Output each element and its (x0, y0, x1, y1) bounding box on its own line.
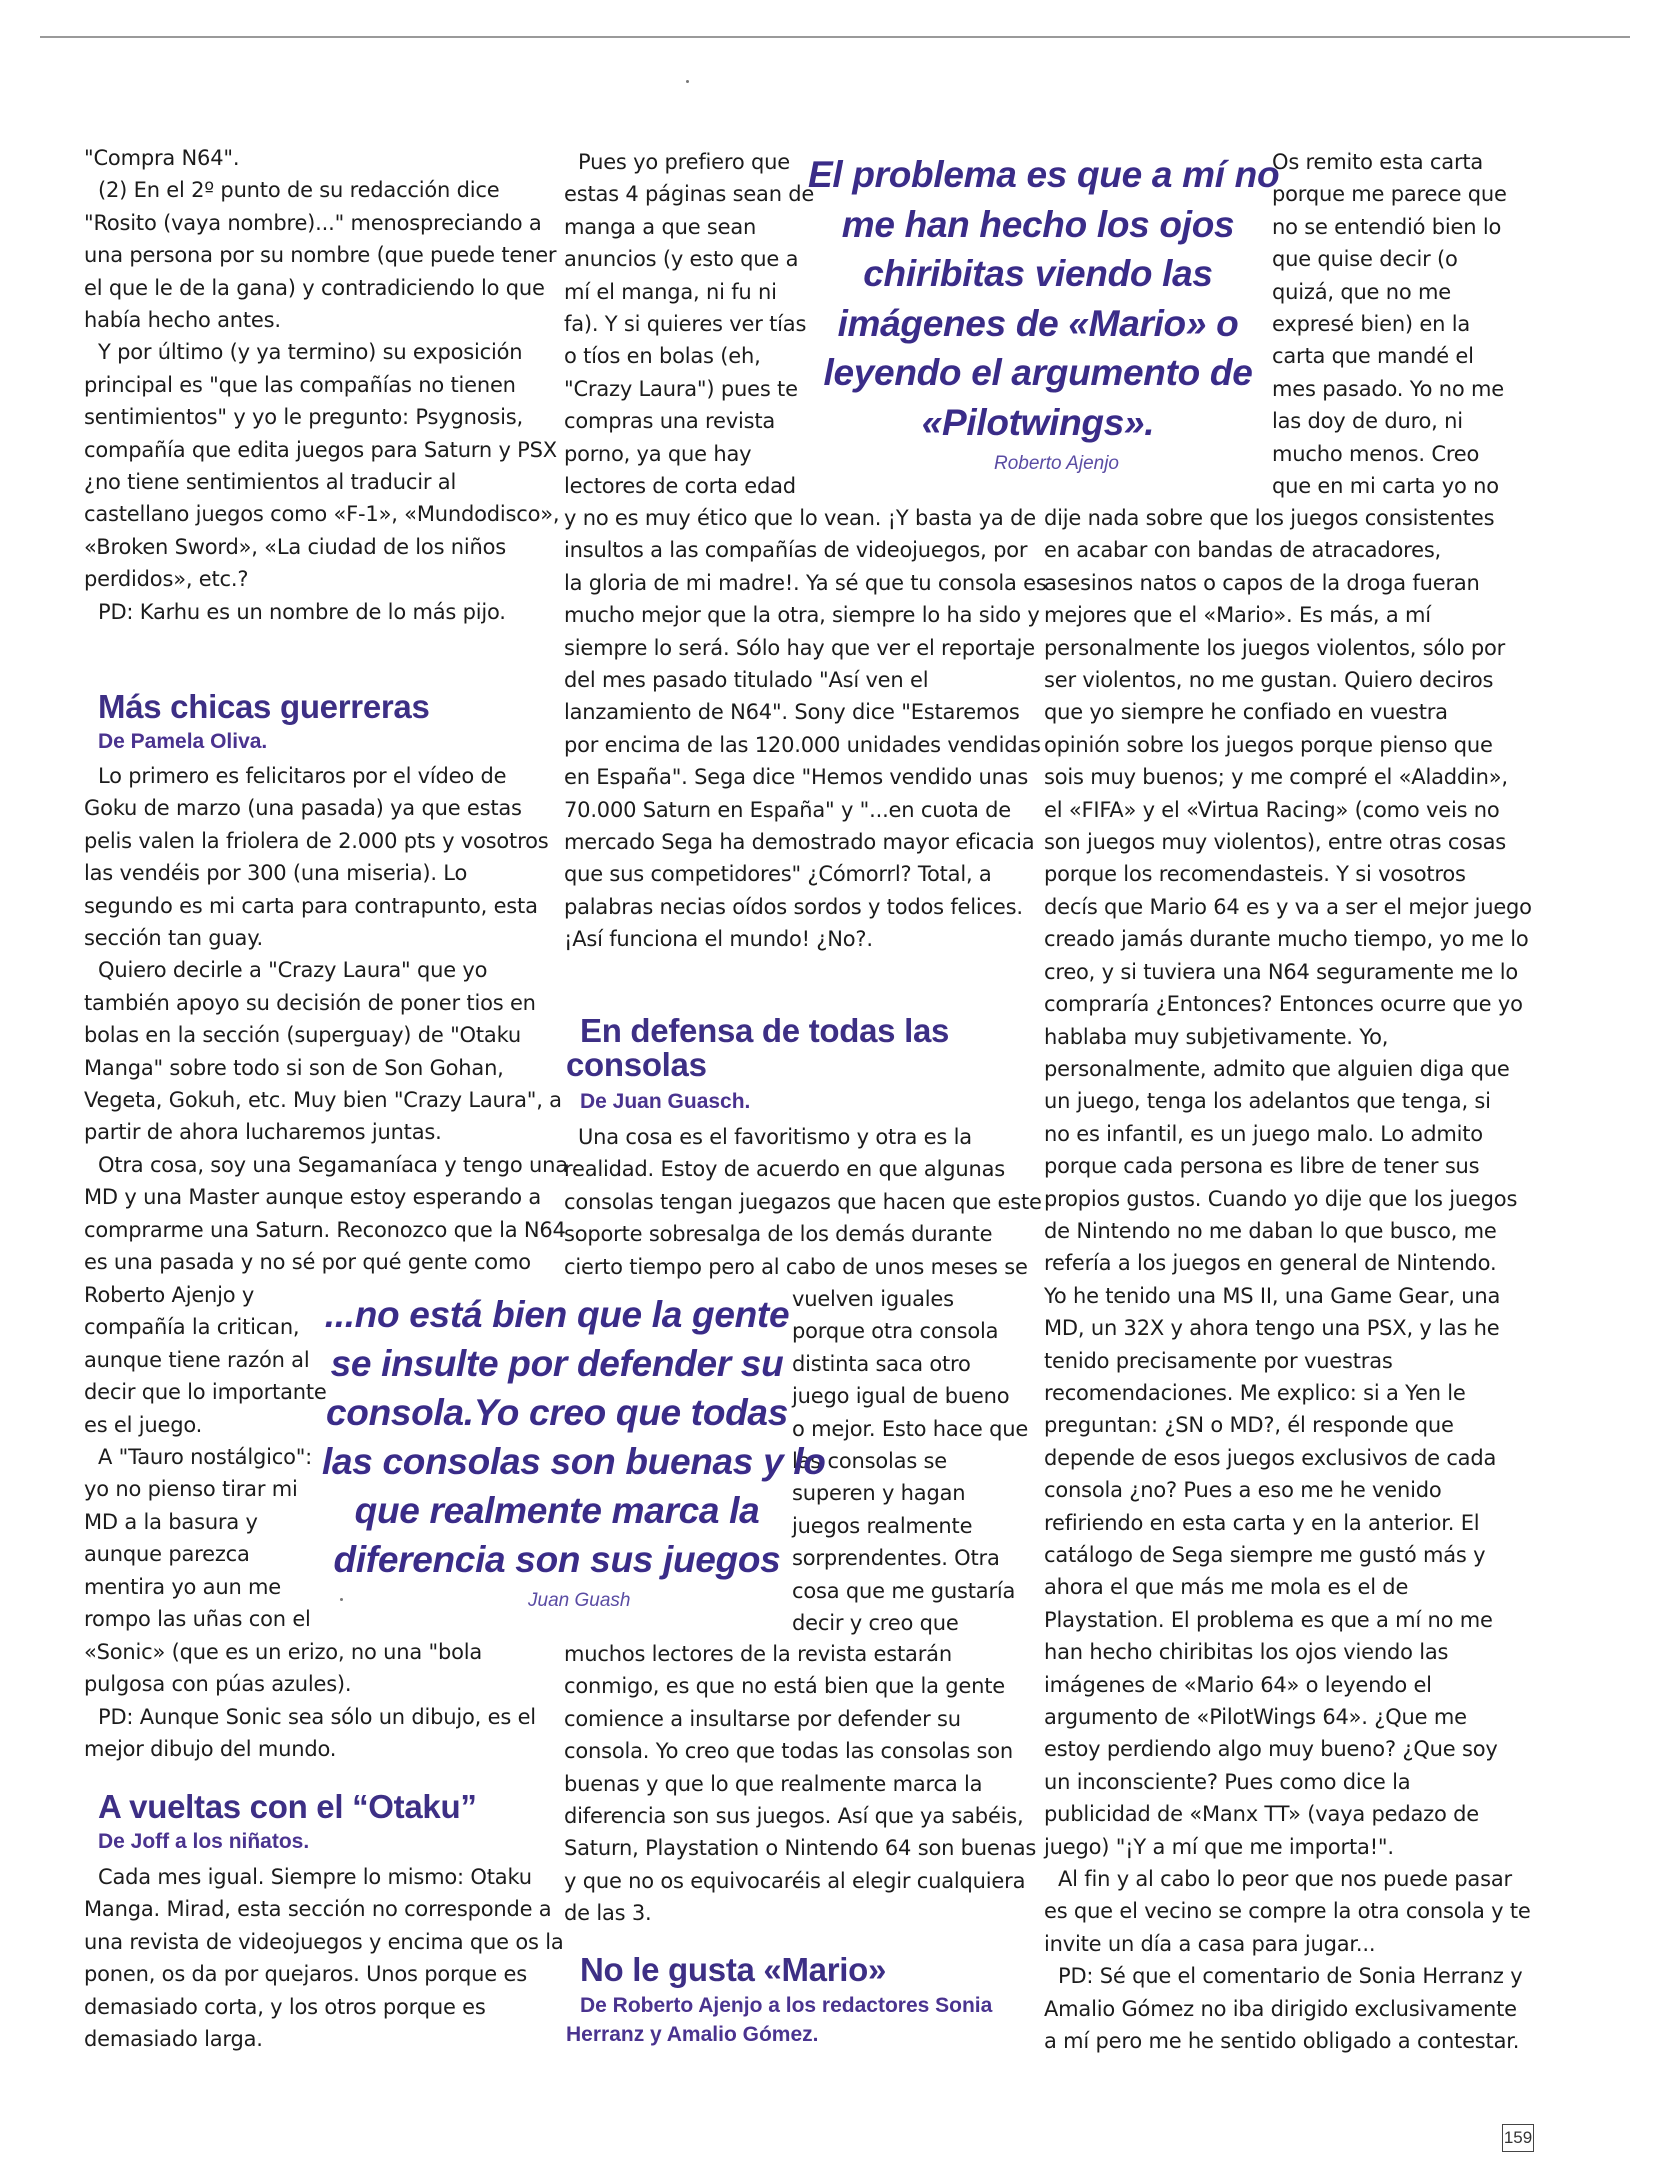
text-line: porque otra consola (792, 1319, 999, 1344)
text-line: comprarme una Saturn. Reconozco que la N64 (84, 1217, 566, 1242)
text-line: "Compra N64". (84, 146, 240, 170)
text-line: "Crazy Laura") pues te (564, 376, 798, 401)
col3-letter-full (1044, 502, 1532, 2058)
text-line: ahora el que más me mola es el de (1044, 1575, 1409, 1600)
text-line: ¿no tiene sentimientos al traducir al (84, 470, 457, 495)
text-line: lectores de corta edad (564, 474, 796, 499)
text-line: consola ¿no? Pues a eso me he venido (1044, 1478, 1442, 1503)
text-line: 70.000 Saturn en España" y "...en cuota de (564, 797, 1011, 822)
text-line: cosa que me gustaría (792, 1578, 1016, 1603)
text-line: no es infantil, es un juego malo. Lo admito (1044, 1121, 1483, 1146)
text-line: Lo primero es felicitaros por el vídeo de (98, 764, 507, 788)
col2-letter-narrow (564, 146, 814, 502)
text-line: ser violentos, no me gustan. Quiero deciros (1044, 668, 1494, 693)
text-line: PD: Karhu es un nombre de lo más pijo. (98, 599, 506, 624)
text-line: porque cada persona es libre de tener sus (1044, 1154, 1480, 1179)
text-line: siempre lo será. Sólo hay que ver el reportaje (564, 635, 1036, 660)
byline-pamela-oliva: De Pamela Oliva. (98, 730, 268, 753)
text-line: refería a los juegos en general de Nintendo. (1044, 1251, 1497, 1276)
text-line: una revista de videojuegos y encima que os la (84, 1929, 564, 1954)
byline-roberto-ajenjo-line1: De Roberto Ajenjo a los redactores Sonia (580, 1994, 993, 2017)
chicas-body-narrow (84, 1279, 327, 1635)
text-line: creo, y si tuviera una N64 seguramente me lo (1044, 959, 1519, 984)
pull-quote-roberto-author: Roberto Ajenjo (994, 453, 1119, 474)
text-line: aunque parezca (84, 1542, 250, 1567)
text-line: PD: Sé que el comentario de Sonia Herranz y (1058, 1964, 1523, 1989)
text-line: "Rosito (vaya nombre)..." menospreciando a (84, 210, 542, 235)
text-line: (2) En el 2º punto de su redacción dice (98, 178, 500, 203)
chicas-body-end (84, 1636, 536, 1766)
text-line: diferencia son sus juegos. Así que ya sabéis, (564, 1804, 1024, 1829)
text-line: Y por último (y ya termino) su exposición (98, 340, 523, 365)
heading-a-vueltas-con-el-otaku: A vueltas con el “Otaku” (98, 1788, 477, 1825)
text-line: carta que mandé el (1272, 344, 1474, 369)
col1-letter-ending (84, 142, 559, 628)
text-line: porque los recomendasteis. Y si vosotros (1044, 862, 1466, 887)
top-rule (40, 36, 1630, 38)
text-line: es que el vecino se compre la otra consola y te (1044, 1899, 1531, 1924)
text-line: sois muy buenos; y me compré el «Aladdin», (1044, 765, 1508, 790)
text-line: que yo siempre he confiado en vuestra (1044, 700, 1448, 725)
text-line: compañía que edita juegos para Saturn y PSX (84, 437, 557, 462)
text-line: leyendo el argumento de (823, 352, 1253, 393)
text-line: rompo las uñas con el (84, 1607, 311, 1632)
text-line: compañía la critican, (84, 1315, 300, 1340)
text-line: se insulte por defender su (330, 1343, 784, 1384)
text-line: recomendaciones. Me explico: si a Yen le (1044, 1380, 1466, 1405)
text-line: Playstation. El problema es que a mí no me (1044, 1607, 1493, 1632)
text-line: bolas en la sección (superguay) de "Otaku (84, 1023, 522, 1048)
text-line: decir y creo que (792, 1611, 959, 1636)
text-line: juego igual de bueno (792, 1384, 1010, 1409)
text-line: imágenes de «Mario» o (837, 302, 1239, 344)
text-line: Manga. Mirad, esta sección no corresponde a (84, 1897, 552, 1922)
text-line: mí el manga, ni fu ni (564, 279, 777, 304)
heading-no-le-gusta-mario: No le gusta «Mario» (580, 1951, 887, 1988)
text-line: publicidad de «Manx TT» (vaya pedazo de (1044, 1802, 1479, 1827)
text-line: imágenes de «Mario 64» o leyendo el (1044, 1672, 1432, 1697)
col3-letter-narrow (1272, 146, 1507, 502)
text-line: juego) "¡Y a mí que me importa!". (1044, 1834, 1394, 1859)
text-line: pulgosa con púas azules). (84, 1672, 352, 1697)
col2-letter-full (564, 502, 1047, 956)
text-line: Manga" sobre todo si son de Son Gohan, (84, 1055, 504, 1080)
text-line: preguntan: ¿SN o MD?, él responde que (1044, 1413, 1454, 1438)
text-line: creado jamás durante mucho tiempo, yo me lo (1044, 927, 1529, 952)
text-line: dije nada sobre que los juegos consistentes (1044, 506, 1495, 530)
text-line: no se entendió bien lo (1272, 214, 1502, 239)
text-line: que sus competidores" ¿Cómorrl? Total, a (564, 862, 992, 887)
text-line: demasiado corta, y los otros porque es (84, 1994, 486, 2019)
text-line: mejores que el «Mario». Es más, a mí (1044, 603, 1431, 628)
text-line: Vegeta, Gokuh, etc. Muy bien "Crazy Laura", a (84, 1088, 562, 1113)
text-line: manga a que sean (564, 214, 757, 239)
byline-joff: De Joff a los niñatos. (98, 1830, 310, 1853)
text-line: cierto tiempo pero al cabo de unos meses se (564, 1254, 1028, 1279)
text-line: compraría ¿Entonces? Entonces ocurre que yo (1044, 992, 1523, 1017)
text-line: aunque tiene razón al (84, 1347, 310, 1372)
text-line: invite un día a casa para jugar... (1044, 1931, 1376, 1956)
text-line: MD y una Master aunque estoy esperando a (84, 1185, 542, 1210)
text-line: soporte sobresalga de los demás durante (564, 1222, 993, 1247)
text-line: buenas y que lo que realmente marca la (564, 1771, 983, 1796)
text-line: y que no os equivocaréis al elegir cualquiera (564, 1868, 1026, 1893)
text-line: un inconsciente? Pues como dice la (1044, 1769, 1411, 1794)
text-line: mejor dibujo del mundo. (84, 1737, 337, 1762)
text-line: el «FIFA» y el «Virtua Racing» (como veis no (1044, 797, 1500, 822)
text-line: mercado Sega ha demostrado mayor eficacia (564, 830, 1035, 855)
page-number: 159 (1502, 2124, 1534, 2152)
text-line: decir que lo importante (84, 1380, 327, 1405)
text-line: que realmente marca la (354, 1490, 760, 1531)
text-line: tenido precisamente por vuestras (1044, 1348, 1393, 1373)
text-line: ponen, os da por quejaros. Unos porque es (84, 1962, 527, 1987)
text-line: de las 3. (564, 1901, 652, 1926)
text-line: decís que Mario 64 es y va a ser el mejor juego (1044, 894, 1532, 919)
text-line: mentira yo aun me (84, 1574, 282, 1599)
text-line: «Sonic» (que es un erizo, no una "bola (84, 1640, 483, 1664)
text-line: a mí pero me he sentido obligado a contestar. (1044, 2029, 1520, 2054)
text-line: Quiero decirle a "Crazy Laura" que yo (98, 958, 488, 983)
text-line: una persona por su nombre (que puede tener (84, 243, 557, 268)
text-line: Yo he tenido una MS II, una Game Gear, una (1044, 1283, 1501, 1308)
byline-juan-guasch: De Juan Guasch. (580, 1090, 751, 1113)
text-line: Una cosa es el favoritismo y otra es la (578, 1125, 972, 1149)
text-line: conmigo, es que no está bien que la gente (564, 1674, 1005, 1699)
text-line: perdidos», etc.? (84, 567, 249, 592)
text-line: mucho menos. Creo (1272, 441, 1480, 466)
text-line: partir de ahora lucharemos juntas. (84, 1120, 442, 1145)
text-line: compras una revista (564, 409, 776, 434)
pull-quote-juan-author: Juan Guash (528, 1590, 631, 1611)
text-line: por encima de las 120.000 unidades vendidas (564, 732, 1041, 757)
text-line: «Pilotwings». (921, 401, 1155, 443)
defensa-body-full (564, 1121, 1042, 1283)
text-line: principal es "que las compañías no tienen (84, 372, 516, 397)
text-line: superen y hagan (792, 1481, 966, 1506)
text-line: anuncios (y esto que a (564, 247, 799, 272)
text-line: son juegos muy violentos), entre otras cosas (1044, 830, 1507, 855)
text-line: las consolas son buenas y lo (322, 1441, 826, 1482)
defensa-body-end (564, 1638, 1036, 1930)
text-line: también apoyo su decisión de poner tios en (84, 990, 536, 1015)
text-line: lanzamiento de N64". Sony dice "Estaremos (564, 700, 1020, 725)
text-line: que quise decir (o (1272, 247, 1458, 272)
text-line: sección tan guay. (84, 926, 263, 951)
text-line: es el juego. (84, 1412, 203, 1437)
text-line: castellano juegos como «F-1», «Mundodisco», (84, 502, 560, 527)
text-line: sorprendentes. Otra (792, 1546, 1000, 1571)
text-line: Goku de marzo (una pasada) ya que estas (84, 796, 522, 821)
text-line: las consolas se (792, 1449, 947, 1474)
text-line: Pues yo prefiero que (578, 150, 790, 174)
text-line: o tíos en bolas (eh, (564, 344, 761, 369)
text-line: quizá, que no me (1272, 279, 1451, 304)
text-line: Al fin y al cabo lo peor que nos puede pasar (1058, 1867, 1512, 1892)
text-line: asesinos natos o capos de la droga fueran (1044, 570, 1480, 595)
text-line: del mes pasado titulado "Así ven el (564, 668, 929, 693)
text-line: mucho mejor que la otra, siempre lo ha sido y (564, 603, 1040, 628)
text-line: expresé bien) en la (1272, 312, 1471, 337)
heading-en-defensa-line1: En defensa de todas las (580, 1012, 950, 1049)
text-line: pelis valen la friolera de 2.000 pts y vosotros (84, 828, 549, 853)
text-line: las vendéis por 300 (una miseria). Lo (84, 861, 468, 886)
text-line: el que le de la gana) y contradiciendo lo que (84, 275, 545, 300)
text-line: Roberto Ajenjo y (84, 1283, 255, 1307)
text-line: personalmente, admito que alguien diga que (1044, 1056, 1510, 1081)
text-line: la gloria de mi madre!. Ya sé que tu consola es (564, 570, 1047, 595)
text-line: porno, ya que hay (564, 441, 752, 466)
text-line: chiribitas viendo las (863, 253, 1213, 294)
scan-speck (340, 1598, 343, 1601)
text-line: de Nintendo no me daban lo que busco, me (1044, 1218, 1497, 1243)
text-line: Os remito esta carta (1272, 150, 1484, 174)
text-line: muchos lectores de la revista estarán (564, 1642, 952, 1666)
otaku-body (84, 1861, 564, 2055)
text-line: en acabar con bandas de atracadores, (1044, 538, 1442, 563)
text-line: estas 4 páginas sean de (564, 182, 815, 207)
text-line: hablaba muy subjetivamente. Yo, (1044, 1024, 1389, 1049)
text-line: juegos realmente (792, 1513, 973, 1538)
text-line: comience a insultarse por defender su (564, 1706, 961, 1731)
defensa-body-narrow (792, 1283, 1028, 1639)
scan-speck (686, 80, 689, 83)
text-line: yo no pienso tirar mi (84, 1477, 298, 1502)
text-line: demasiado larga. (84, 2027, 263, 2052)
text-line: me han hecho los ojos (841, 203, 1235, 245)
text-line: propios gustos. Cuando yo dije que los juegos (1044, 1186, 1518, 1211)
text-line: palabras necias oídos sordos y todos felices. (564, 894, 1023, 919)
text-line: Amalio Gómez no iba dirigido exclusivamente (1044, 1996, 1517, 2021)
byline-roberto-ajenjo-line2: Herranz y Amalio Gómez. (566, 2023, 819, 2046)
text-line: segundo es mi carta para contrapunto, esta (84, 893, 538, 918)
chicas-body-full (84, 760, 568, 1279)
text-line: ¡Así funciona el mundo! ¿No?. (564, 927, 873, 952)
text-line: realidad. Estoy de acuerdo en que algunas (564, 1157, 1005, 1182)
text-line: diferencia son sus juegos (333, 1539, 781, 1580)
text-line: catálogo de Sega siempre me gustó más y (1044, 1543, 1486, 1567)
text-line: que en mi carta yo no (1272, 474, 1499, 499)
text-line: MD, un 32X y ahora tengo una PSX, y las he (1044, 1316, 1500, 1341)
text-line: PD: Aunque Sonic sea sólo un dibujo, es el (98, 1704, 536, 1729)
text-line: las doy de duro, ni (1272, 409, 1463, 434)
heading-en-defensa-line2: consolas (566, 1046, 707, 1083)
text-line: Cada mes igual. Siempre lo mismo: Otaku (98, 1865, 532, 1889)
text-line: vuelven iguales (792, 1287, 954, 1311)
text-line: Otra cosa, soy una Segamaníaca y tengo una (98, 1152, 568, 1177)
text-line: porque me parece que (1272, 182, 1507, 207)
text-line: insultos a las compañías de videojuegos, por (564, 538, 1028, 563)
text-line: consolas tengan juegazos que hacen que este (564, 1189, 1042, 1214)
text-line: «Broken Sword», «La ciudad de los niños (84, 534, 507, 559)
text-line: MD a la basura y (84, 1509, 258, 1534)
text-line: consola.Yo creo que todas (326, 1392, 788, 1433)
pull-quote-roberto (808, 150, 1280, 447)
text-line: un juego, tenga los adelantos que tenga, si (1044, 1089, 1491, 1114)
text-line: consola. Yo creo que todas las consolas son (564, 1739, 1014, 1764)
text-line: estoy perdiendo algo muy bueno? ¿Que soy (1044, 1737, 1498, 1762)
text-line: sentimientos" y yo le pregunto: Psygnosis, (84, 405, 523, 430)
text-line: Saturn, Playstation o Nintendo 64 son buenas (564, 1836, 1037, 1861)
text-line: refiriendo en esta carta y en la anterior. El (1044, 1510, 1480, 1535)
pull-quote-juan (322, 1290, 826, 1584)
text-line: y no es muy ético que lo vean. ¡Y basta ya de (564, 506, 1036, 530)
text-line: en España". Sega dice "Hemos vendido unas (564, 765, 1029, 790)
text-line: o mejor. Esto hace que (792, 1416, 1029, 1441)
heading-mas-chicas-guerreras: Más chicas guerreras (98, 688, 430, 725)
text-line: argumento de «PilotWings 64». ¿Que me (1044, 1705, 1467, 1730)
text-line: ...no está bien que la gente (324, 1294, 790, 1335)
text-line: distinta saca otro (792, 1351, 971, 1376)
text-line: depende de esos juegos exclusivos de cada (1044, 1445, 1497, 1470)
text-line: personalmente los juegos violentos, sólo por (1044, 635, 1506, 660)
text-line: opinión sobre los juegos porque pienso que (1044, 732, 1493, 757)
text-line: A "Tauro nostálgico": (98, 1445, 313, 1470)
text-line: mes pasado. Yo no me (1272, 376, 1504, 401)
text-line: fa). Y si quieres ver tías (564, 312, 807, 337)
text-line: es una pasada y no sé por qué gente como (84, 1250, 531, 1275)
text-line: han hecho chiribitas los ojos viendo las (1044, 1640, 1449, 1665)
text-line: había hecho antes. (84, 308, 281, 333)
text-line: El problema es que a mí no (808, 154, 1280, 195)
